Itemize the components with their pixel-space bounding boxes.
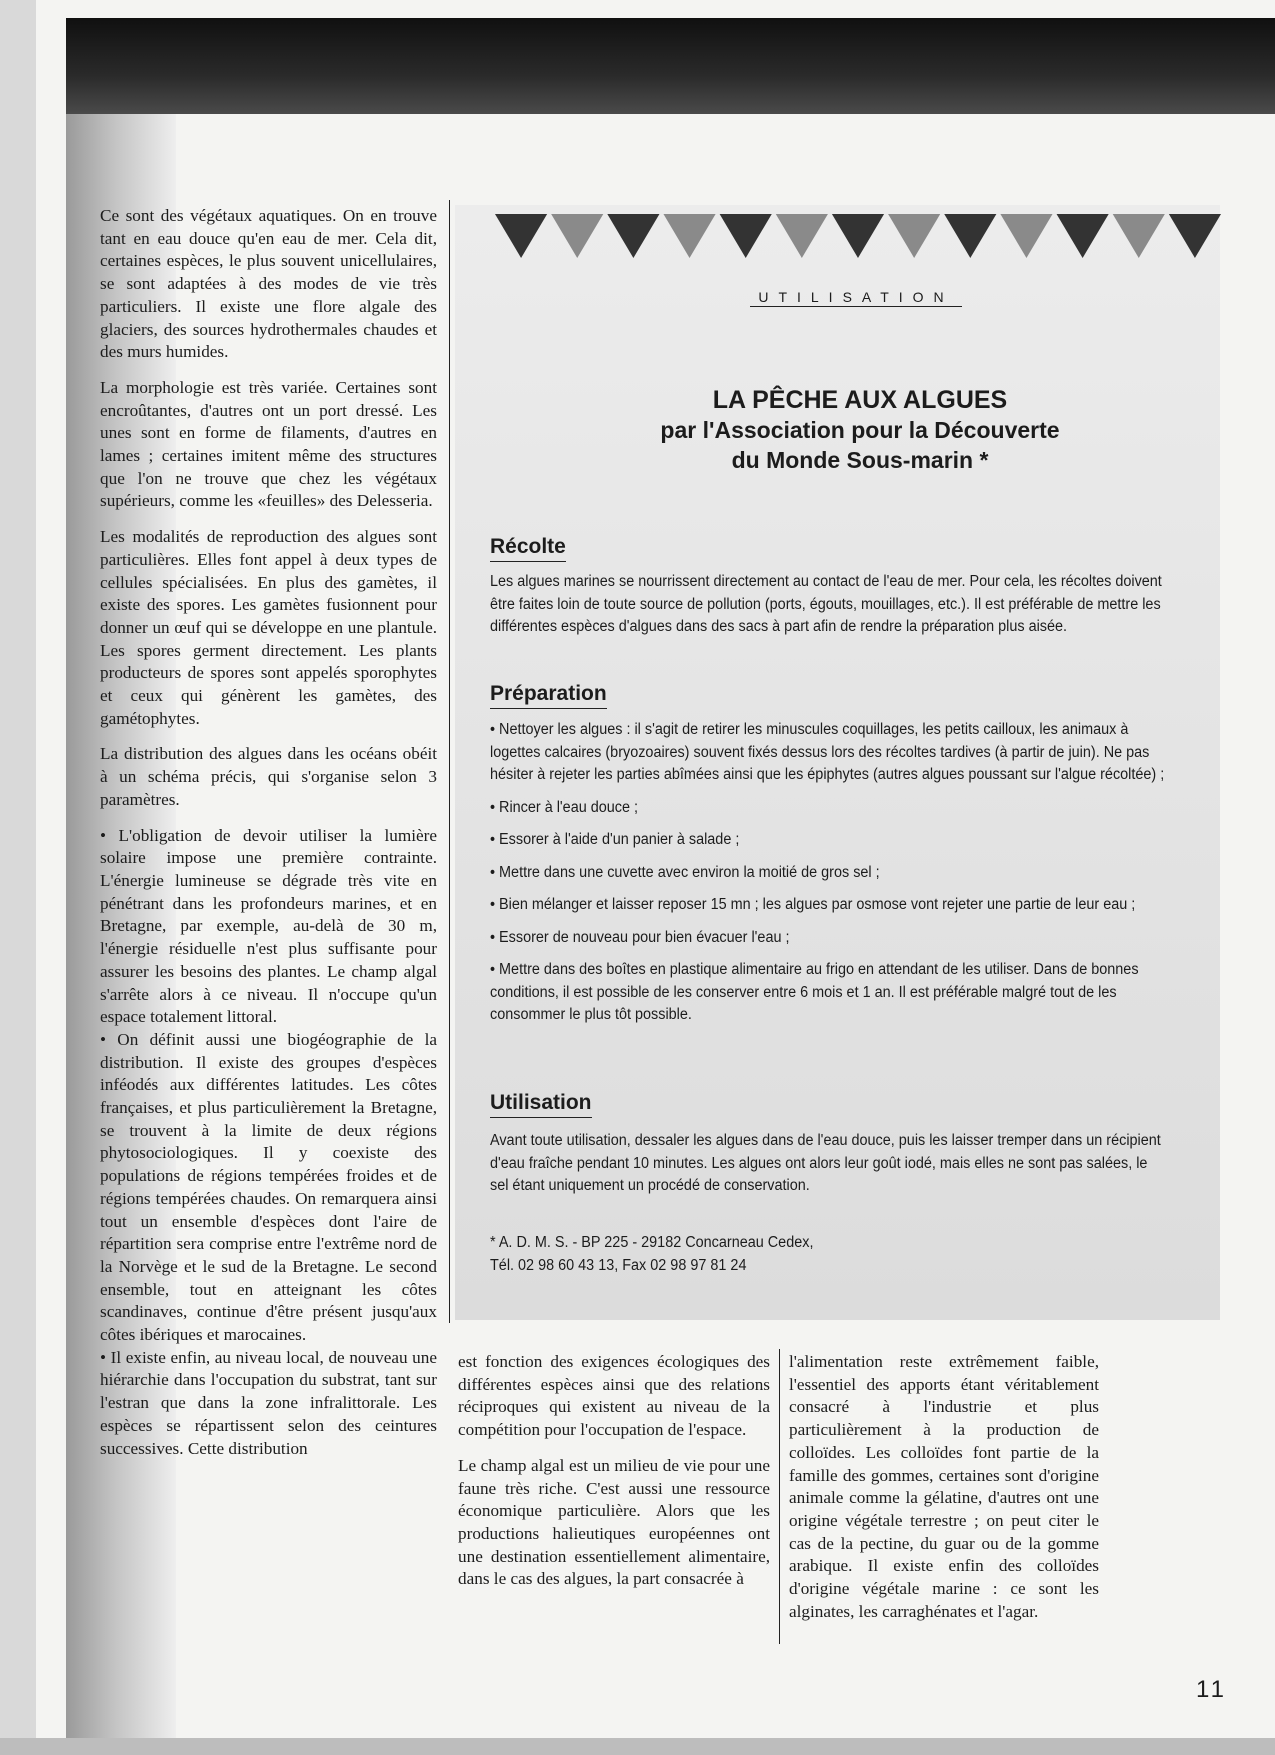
decorative-triangle bbox=[776, 214, 828, 258]
list-item: • Mettre dans des boîtes en plastique alimentaire au frigo en attendant de les utiliser. Dans de bonnes conditions, il est possible de les conserver entre 6 mois et 1 an. Il est préférable malgré tout de les consommer le plus tôt possible. bbox=[490, 961, 1139, 1023]
column-divider bbox=[779, 1349, 780, 1644]
paragraph: est fonction des exigences écologiques des différentes espèces ainsi que des relations réciproques qui existent au niveau de la compétition pour l'occupation de l'espace. bbox=[458, 1352, 770, 1440]
decorative-triangle bbox=[720, 214, 772, 258]
scan-bottom-edge bbox=[0, 1738, 1275, 1755]
title-line-3: du Monde Sous-marin * bbox=[731, 447, 989, 473]
decorative-triangle bbox=[1057, 214, 1109, 258]
heading-recolte: Récolte bbox=[490, 535, 566, 562]
decorative-triangle bbox=[888, 214, 940, 258]
paragraph: La morphologie est très variée. Certaines sont encroûtantes, d'autres ont un port dressé. Les unes sont en forme de filaments, d'autres en lames ; certaines imitent même des structures que l'on ne trouve que chez les végétaux supérieurs, comme les «feuilles» des Delesseria. bbox=[100, 377, 437, 511]
list-item: • Essorer à l'aide d'un panier à salade ; bbox=[490, 831, 740, 848]
box-title bbox=[560, 385, 1160, 475]
middle-article-column bbox=[458, 1351, 770, 1604]
decorative-triangle bbox=[1000, 214, 1052, 258]
paragraph: • L'obligation de devoir utiliser la lumière solaire impose une première contrainte. L'énergie lumineuse se dégrade très vite en pénétrant dans les profondeurs marines, et en Bretagne, par exemple, au-delà de 30 m, l'énergie résiduelle n'est plus suffisante pour assurer les besoins des plantes. Le champ algal s'arrête alors à ce niveau. Il n'occupe qu'un espace totalement littoral. bbox=[100, 825, 437, 1027]
heading-preparation: Préparation bbox=[490, 682, 607, 709]
paragraph: • On définit aussi une biogéographie de la distribution. Il existe des groupes d'espèces inféodés aux différentes latitudes. Les côtes françaises, et plus particulièrement la Bretagne, se trouvent à la limite de deux régions phytosociologiques. Il y coexiste des populations de régions tempérées froides et de régions tempérées chaudes. On remarquera ainsi tout un ensemble d'espèces dont l'aire de répartition sera comprise entre l'extrême nord de la Norvège et le sud de la Bretagne. Le second ensemble, tout en atteignant les côtes scandinaves, continue d'être présent jusqu'aux côtes ibériques et marocaines. bbox=[100, 1029, 437, 1345]
address-block bbox=[490, 1232, 813, 1277]
decorative-triangle bbox=[495, 214, 547, 258]
decorative-triangle bbox=[944, 214, 996, 258]
column-divider bbox=[449, 200, 450, 1323]
decorative-triangle bbox=[551, 214, 603, 258]
paragraph: Avant toute utilisation, dessaler les algues dans de l'eau douce, puis les laisser tremper dans un récipient d'eau fraîche pendant 10 minutes. Les algues ont alors leur goût iodé, mais elles ne sont pas salées, le sel étant uniquement un procédé de conservation. bbox=[490, 1132, 1161, 1194]
address-line: * A. D. M. S. - BP 225 - 29182 Concarneau Cedex, bbox=[490, 1234, 814, 1251]
paragraph: Les algues marines se nourrissent directement au contact de l'eau de mer. Pour cela, les récoltes doivent être faites loin de toute source de pollution (ports, égouts, mouillages, etc.). Il est préférable de mettre les différentes espèces d'algues dans des sacs à part afin de rendre la préparation plus aisée. bbox=[490, 573, 1162, 635]
preparation-list bbox=[490, 719, 1169, 1037]
list-item: • Nettoyer les algues : il s'agit de retirer les minuscules coquillages, les petits cailloux, les animaux à logettes calcaires (bryozoaires) souvent fixés dessus lors des récoltes tardives (à partir de juin). Ne pas hésiter à rejeter les parties abîmées ainsi que les épiphytes (autres algues poussant sur l'algue récoltée) ; bbox=[490, 721, 1165, 783]
decorative-triangle bbox=[663, 214, 715, 258]
title-line-2: par l'Association pour la Découverte bbox=[660, 417, 1060, 443]
list-item: • Rincer à l'eau douce ; bbox=[490, 798, 639, 816]
title-line-1: LA PÊCHE AUX ALGUES bbox=[712, 386, 1008, 414]
section-tag: UTILISATION bbox=[750, 289, 962, 307]
paragraph: Les modalités de reproduction des algues sont particulières. Elles font appel à deux types de cellules spécialisées. En plus des gamètes, il existe des spores. Les gamètes fusionnent pour donner un œuf qui se développe en une plantule. Les spores germent directement. Les plants producteurs de spores sont appelés sporophytes et ceux qui génèrent les gamètes, des gamétophytes. bbox=[100, 527, 437, 728]
triangle-border-decoration bbox=[493, 212, 1223, 260]
paragraph: l'alimentation reste extrêmement faible, l'essentiel des apports étant véritablement consacré à l'industrie et plus particulièrement à la production de colloïdes. Les colloïdes font partie de la famille des gommes, certaines sont d'origine animale comme la gélatine, d'autres ont une origine végétale terrestre ; on peut citer le cas de la pectine, du guar ou de la gomme arabique. Il existe enfin des colloïdes d'origine végétale marine : ce sont les alginates, les carraghénates et l'agar. bbox=[789, 1352, 1099, 1621]
paragraph: Ce sont des végétaux aquatiques. On en trouve tant en eau douce qu'en eau de mer. Cela dit, certaines espèces, le plus souvent unicellulaires, se sont adaptées à des modes de vie très particuliers. Il existe une flore algale des glaciers, des sources hydrothermales chaudes et des murs humides. bbox=[100, 206, 437, 362]
decorative-triangle bbox=[607, 214, 659, 258]
decorative-triangle bbox=[832, 214, 884, 258]
list-item: • Bien mélanger et laisser reposer 15 mn ; les algues par osmose vont rejeter une partie de leur eau ; bbox=[490, 896, 1136, 913]
decorative-triangle bbox=[1169, 214, 1221, 258]
heading-utilisation: Utilisation bbox=[490, 1091, 592, 1118]
left-article-column bbox=[100, 205, 437, 1473]
phone-line: Tél. 02 98 60 43 13, Fax 02 98 97 81 24 bbox=[490, 1256, 747, 1274]
paragraph: • Il existe enfin, au niveau local, de nouveau une hiérarchie dans l'occupation du substrat, tant sur l'estran que dans la zone infralittorale. Les espèces se répartissent selon des ceintures successives. Cette distribution bbox=[100, 1347, 437, 1458]
right-article-column bbox=[789, 1351, 1099, 1636]
list-item: • Mettre dans une cuvette avec environ la moitié de gros sel ; bbox=[490, 863, 880, 881]
top-dark-band bbox=[66, 18, 1275, 114]
paragraph: Le champ algal est un milieu de vie pour une faune très riche. C'est aussi une ressource économique particulière. Alors que les productions halieutiques européennes ont une destination essentiellement alimentaire, dans le cas des algues, la part consacrée à bbox=[458, 1455, 770, 1589]
list-item: • Essorer de nouveau pour bien évacuer l'eau ; bbox=[490, 928, 790, 946]
decorative-triangle bbox=[1113, 214, 1165, 258]
utilisation-text bbox=[490, 1130, 1169, 1208]
recolte-text bbox=[490, 571, 1169, 649]
paragraph: La distribution des algues dans les océans obéit à un schéma précis, qui s'organise selon 3 paramètres. bbox=[100, 744, 437, 809]
page-number: 11 bbox=[1196, 1676, 1227, 1703]
